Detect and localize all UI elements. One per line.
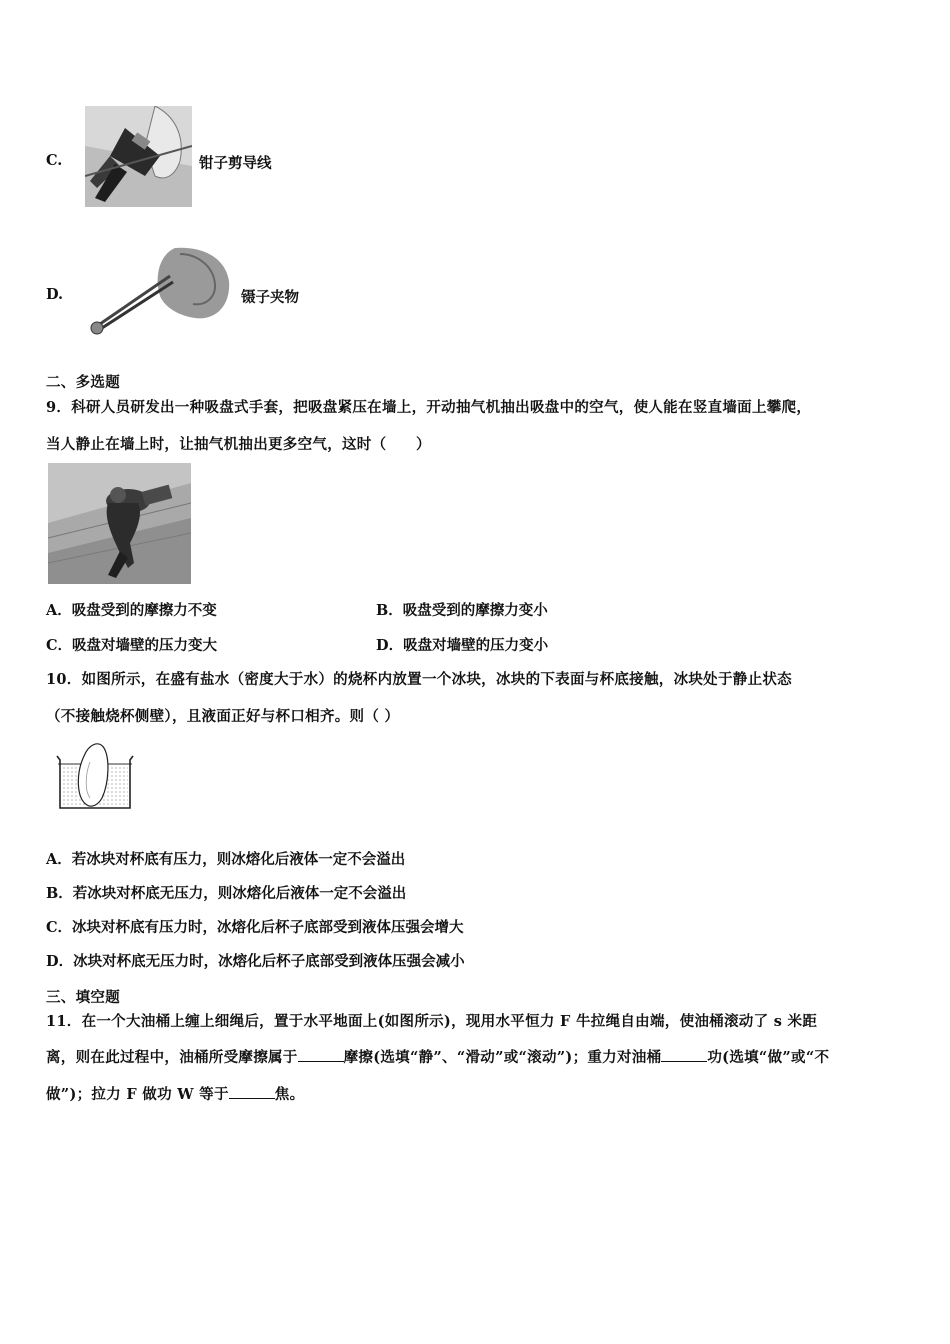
q11-line2 [46, 1046, 829, 1067]
section2-title: 二、多选题 [46, 374, 120, 391]
q11-line3 [46, 1083, 304, 1104]
q11-line2-part2: 摩擦(选填“静”、“滑动”或“滚动”)；重力对油桶 [343, 1049, 662, 1066]
q9-option-d[interactable]: D．吸盘对墙壁的压力变小 [376, 637, 549, 654]
q9-line2: 当人静止在墙上时，让抽气机抽出更多空气，这时（ ） [46, 436, 431, 453]
q11-line1: 11．在一个大油桶上缠上细绳后，置于水平地面上(如图所示)，现用水平恒力 F 牛拉绳自由端，使油桶滚动了 s 米距 [46, 1013, 818, 1030]
q11-blank-3[interactable] [229, 1084, 275, 1099]
q11-line2-part3: 功(选填“做”或“不 [707, 1049, 830, 1066]
q11-line3-part2: 焦。 [274, 1086, 305, 1103]
q11-line2-part1: 离，则在此过程中，油桶所受摩擦属于 [46, 1049, 298, 1066]
q9-line1: 9．科研人员研发出一种吸盘式手套，把吸盘紧压在墙上，开动抽气机抽出吸盘中的空气，使人能在竖直墙面上攀爬， [46, 399, 812, 416]
beaker-diagram [54, 738, 136, 812]
tweezers-image [85, 246, 231, 341]
section3-title: 三、填空题 [46, 989, 120, 1006]
q10-option-b[interactable]: B．若冰块对杯底无压力，则冰熔化后液体一定不会溢出 [46, 885, 407, 902]
q9-option-c[interactable]: C．吸盘对墙壁的压力变大 [46, 637, 218, 654]
q10-option-a[interactable]: A．若冰块对杯底有压力，则冰熔化后液体一定不会溢出 [46, 851, 406, 868]
q10-line2: （不接触烧杯侧壁），且液面正好与杯口相齐。则（ ） [46, 708, 400, 725]
q10-option-c[interactable]: C．冰块对杯底有压力时，冰熔化后杯子底部受到液体压强会增大 [46, 919, 464, 936]
pliers-image [85, 106, 192, 207]
q10-option-d[interactable]: D．冰块对杯底无压力时，冰熔化后杯子底部受到液体压强会减小 [46, 953, 465, 970]
q9-option-a[interactable]: A．吸盘受到的摩擦力不变 [46, 602, 217, 619]
q9-option-b[interactable]: B．吸盘受到的摩擦力变小 [376, 602, 548, 619]
q11-line3-part1: 做”)；拉力 F 做功 W 等于 [46, 1086, 229, 1103]
option-d-letter: D. [46, 286, 64, 303]
q11-blank-2[interactable] [661, 1047, 707, 1062]
q11-blank-1[interactable] [298, 1047, 344, 1062]
option-c-letter: C. [46, 152, 63, 169]
option-c-caption: 钳子剪导线 [199, 155, 272, 172]
option-d-caption: 镊子夹物 [241, 289, 299, 306]
climber-image [48, 463, 191, 584]
q10-line1: 10．如图所示，在盛有盐水（密度大于水）的烧杯内放置一个冰块，冰块的下表面与杯底接触，冰块处于静止状态 [46, 671, 792, 688]
